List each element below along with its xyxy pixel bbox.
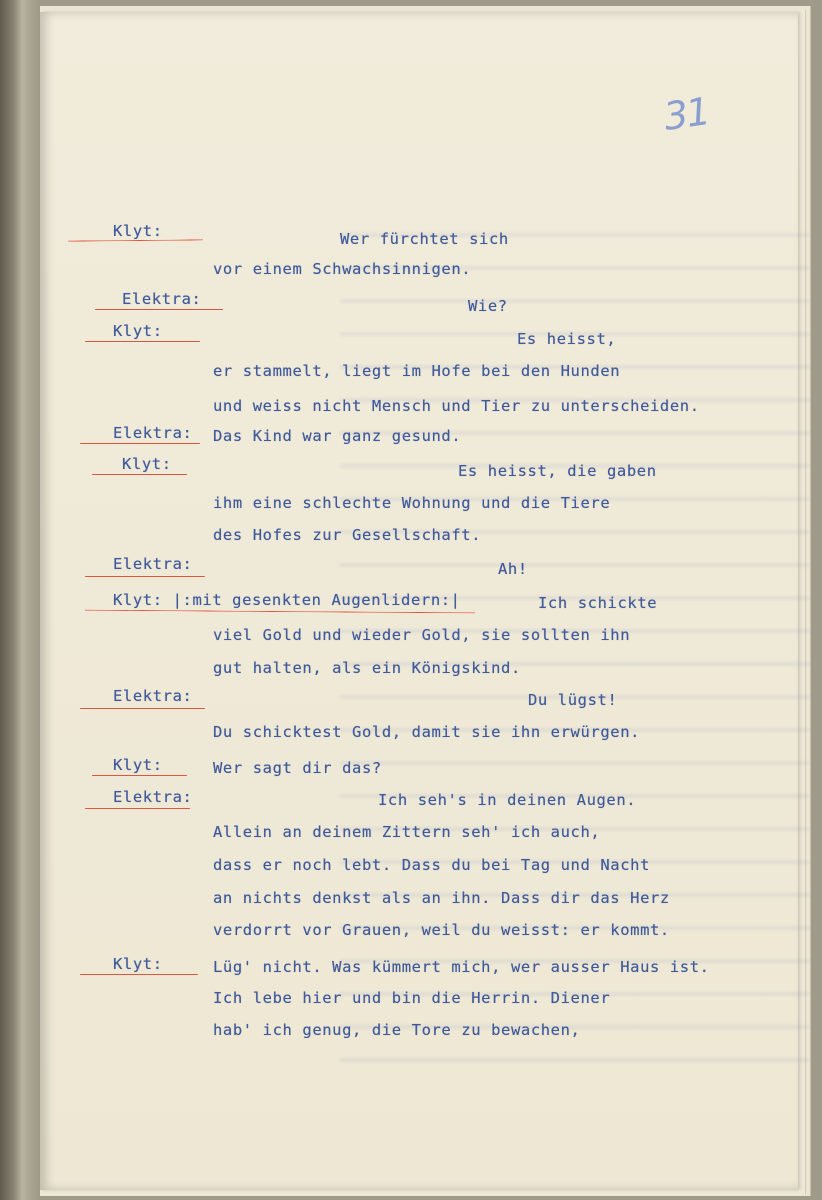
speaker-label: Elektra: bbox=[113, 687, 193, 705]
dialogue-line: Ich lebe hier und bin die Herrin. Diener bbox=[213, 989, 611, 1007]
red-underline bbox=[80, 708, 205, 709]
dialogue-line: Du lügst! bbox=[528, 691, 618, 709]
speaker-label: Elektra: bbox=[113, 424, 193, 442]
dialogue-line: Wer fürchtet sich bbox=[340, 230, 509, 248]
dialogue-line: viel Gold und wieder Gold, sie sollten ihn bbox=[213, 626, 631, 644]
red-underline bbox=[85, 341, 200, 342]
red-underline bbox=[85, 808, 190, 809]
dialogue-line: des Hofes zur Gesellschaft. bbox=[213, 526, 482, 544]
red-underline bbox=[80, 443, 200, 444]
speaker-label: Klyt: bbox=[113, 322, 163, 340]
dialogue-line: gut halten, als ein Königskind. bbox=[213, 659, 521, 677]
dialogue-line: Wie? bbox=[468, 297, 508, 315]
dialogue-line: dass er noch lebt. Dass du bei Tag und Nacht bbox=[213, 856, 650, 874]
dialogue-line: er stammelt, liegt im Hofe bei den Hunden bbox=[213, 362, 621, 380]
speaker-label: Klyt: bbox=[122, 455, 172, 473]
red-underline bbox=[95, 309, 223, 310]
red-underline bbox=[85, 576, 205, 577]
speaker-label: Klyt: bbox=[113, 222, 163, 240]
speaker-label: Elektra: bbox=[113, 788, 193, 806]
dialogue-line: Es heisst, die gaben bbox=[458, 462, 657, 480]
dialogue-line: Es heisst, bbox=[517, 330, 617, 348]
dialogue-line: Ich seh's in deinen Augen. bbox=[378, 791, 637, 809]
dialogue-line: vor einem Schwachsinnigen. bbox=[213, 260, 472, 278]
dialogue-line: und weiss nicht Mensch und Tier zu unterscheiden. bbox=[213, 397, 700, 415]
dialogue-line: Wer sagt dir das? bbox=[213, 759, 382, 777]
speaker-label: Elektra: bbox=[113, 555, 193, 573]
dialogue-line: Das Kind war ganz gesund. bbox=[213, 427, 462, 445]
dialogue-line: Ich schickte bbox=[538, 594, 658, 612]
speaker-label: Klyt: bbox=[113, 756, 163, 774]
dialogue-line: hab' ich genug, die Tore zu bewachen, bbox=[213, 1021, 581, 1039]
dialogue-line: Du schicktest Gold, damit sie ihn erwürgen. bbox=[213, 723, 641, 741]
dialogue-line: verdorrt vor Grauen, weil du weisst: er kommt. bbox=[213, 921, 670, 939]
red-underline bbox=[92, 474, 187, 475]
dialogue-line: Ah! bbox=[498, 560, 528, 578]
dialogue-line: Allein an deinem Zittern seh' ich auch, bbox=[213, 823, 601, 841]
dialogue-line: ihm eine schlechte Wohnung und die Tiere bbox=[213, 494, 611, 512]
dialogue-line: Lüg' nicht. Was kümmert mich, wer ausser Haus ist. bbox=[213, 958, 710, 976]
speaker-label-with-direction: Klyt: |:mit gesenkten Augenlidern:| bbox=[113, 591, 461, 609]
page-number: 31 bbox=[661, 89, 712, 139]
red-underline bbox=[80, 974, 198, 975]
speaker-label: Elektra: bbox=[122, 290, 202, 308]
red-underline bbox=[92, 775, 187, 776]
speaker-label: Klyt: bbox=[113, 955, 163, 973]
dialogue-line: an nichts denkst als an ihn. Dass dir das Herz bbox=[213, 889, 670, 907]
